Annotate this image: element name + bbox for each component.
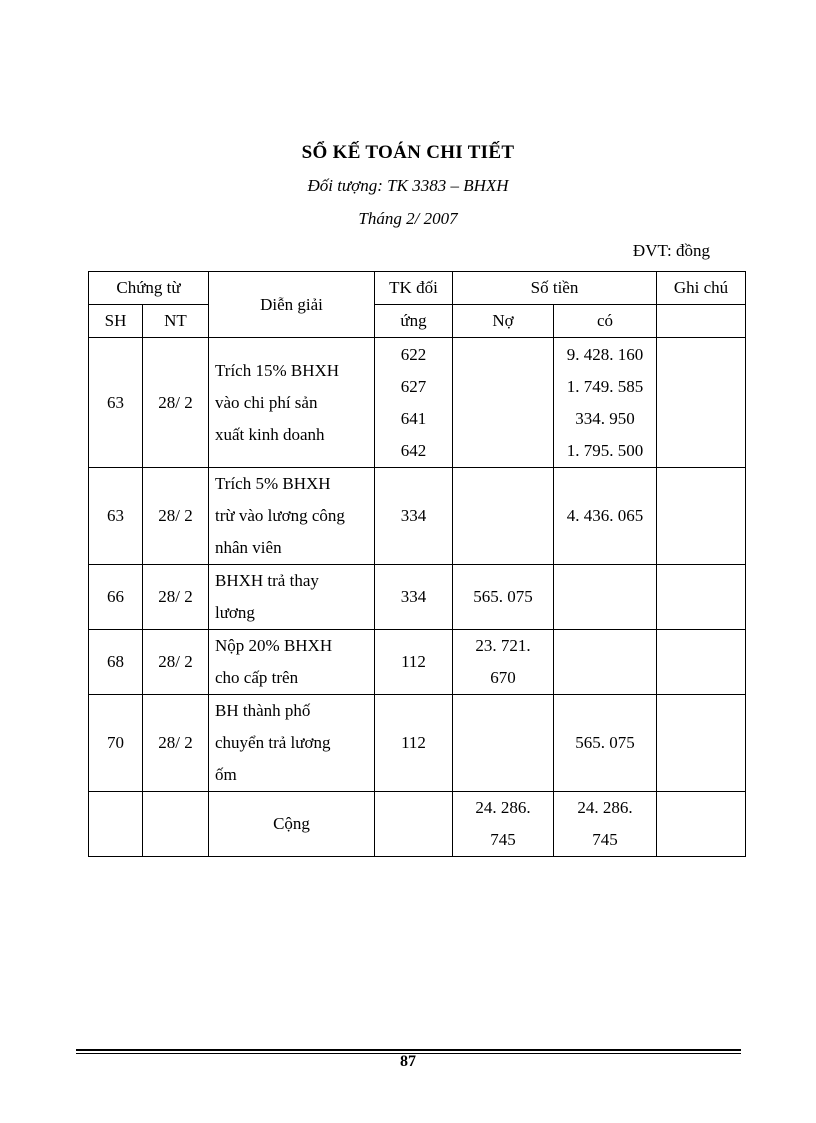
row-description-line: ốm — [215, 765, 237, 784]
row-debit-line: 565. 075 — [473, 587, 533, 606]
total-row — [89, 792, 746, 857]
row-description-line: vào chi phí sản — [215, 392, 318, 412]
header-debit: Nợ — [453, 305, 554, 338]
row-description-line: xuất kinh doanh — [215, 424, 325, 444]
row-nt: 28/ 2 — [143, 695, 209, 792]
ledger-subject: Đối tượng: TK 3383 – BHXH — [307, 176, 509, 195]
row-description — [209, 695, 375, 792]
header-credit: có — [554, 305, 657, 338]
header-nt: NT — [143, 305, 209, 338]
row-sh: 70 — [89, 695, 143, 792]
row-accounts — [375, 338, 453, 468]
row-nt: 28/ 2 — [143, 338, 209, 468]
row-credit-line: 1. 749. 585 — [566, 376, 644, 396]
total-credit — [554, 792, 657, 857]
row-accounts-line: 334 — [400, 506, 427, 525]
row-sh: 68 — [89, 630, 143, 695]
header-note: Ghi chú — [657, 272, 746, 305]
table-row — [89, 630, 746, 695]
table-row — [89, 468, 746, 565]
row-accounts-line: 641 — [400, 408, 427, 428]
row-accounts-line: 334 — [400, 587, 427, 606]
row-accounts-line: 622 — [400, 344, 427, 364]
row-sh: 66 — [89, 565, 143, 630]
header-voucher: Chứng từ — [89, 272, 209, 305]
row-credit — [554, 630, 657, 695]
row-description-line: trừ vào lương công — [215, 506, 345, 525]
row-accounts-line: 112 — [401, 733, 426, 752]
row-credit-line: 4. 436. 065 — [566, 506, 644, 525]
row-accounts — [375, 695, 453, 792]
row-credit — [554, 468, 657, 565]
row-credit-line: 334. 950 — [575, 408, 635, 428]
row-note — [657, 468, 746, 565]
row-credit-line: 9. 428. 160 — [566, 344, 644, 364]
header-amount: Số tiền — [453, 272, 657, 305]
row-credit — [554, 695, 657, 792]
row-accounts — [375, 630, 453, 695]
row-debit — [453, 630, 554, 695]
ledger-period: Tháng 2/ 2007 — [358, 209, 458, 228]
row-description — [209, 468, 375, 565]
total-nt — [143, 792, 209, 857]
currency-unit: ĐVT: đồng — [632, 241, 710, 260]
row-description — [209, 565, 375, 630]
total-debit-line: 24. 286. — [475, 798, 531, 817]
total-account — [375, 792, 453, 857]
total-label: Cộng — [209, 792, 375, 857]
row-description-line: BH thành phố — [215, 701, 311, 720]
row-note — [657, 630, 746, 695]
total-note — [657, 792, 746, 857]
total-credit-line: 745 — [592, 830, 618, 849]
row-debit — [453, 565, 554, 630]
row-debit — [453, 468, 554, 565]
row-debit-line: 23. 721. — [475, 636, 531, 655]
row-accounts — [375, 468, 453, 565]
row-debit — [453, 338, 554, 468]
row-nt: 28/ 2 — [143, 630, 209, 695]
row-description — [209, 338, 375, 468]
page-number: 87 — [400, 1053, 416, 1070]
header-sh: SH — [89, 305, 143, 338]
row-credit-line: 565. 075 — [575, 733, 635, 752]
footer-rule — [76, 1049, 741, 1051]
header-account-line1: TK đối — [375, 272, 453, 305]
page-title: SỔ KẾ TOÁN CHI TIẾT — [301, 142, 515, 163]
row-note — [657, 695, 746, 792]
row-note — [657, 338, 746, 468]
row-accounts — [375, 565, 453, 630]
row-description — [209, 630, 375, 695]
row-credit-line: 1. 795. 500 — [566, 440, 644, 460]
total-sh — [89, 792, 143, 857]
row-sh: 63 — [89, 338, 143, 468]
row-description-line: Trích 5% BHXH — [215, 474, 331, 493]
total-debit-line: 745 — [490, 830, 516, 849]
row-description-line: nhân viên — [215, 538, 282, 557]
row-description-line: cho cấp trên — [215, 668, 299, 687]
row-debit — [453, 695, 554, 792]
row-debit-line: 670 — [490, 668, 516, 687]
header-description: Diễn giải — [209, 272, 375, 338]
row-description-line: Nộp 20% BHXH — [215, 636, 333, 655]
total-debit — [453, 792, 554, 857]
row-nt: 28/ 2 — [143, 565, 209, 630]
row-description-line: BHXH trả thay — [215, 571, 319, 590]
table-row — [89, 565, 746, 630]
ledger-table — [88, 271, 746, 857]
row-accounts-line: 642 — [400, 440, 427, 460]
row-description-line: chuyển trả lương — [215, 733, 331, 752]
header-note-blank — [657, 305, 746, 338]
row-description-line: lương — [215, 603, 255, 622]
table-row — [89, 338, 746, 468]
row-accounts-line: 627 — [400, 376, 427, 396]
row-credit — [554, 338, 657, 468]
row-nt: 28/ 2 — [143, 468, 209, 565]
row-description-line: Trích 15% BHXH — [215, 360, 340, 380]
row-note — [657, 565, 746, 630]
header-account-line2: ứng — [375, 305, 453, 338]
row-credit — [554, 565, 657, 630]
row-accounts-line: 112 — [401, 652, 426, 671]
total-credit-line: 24. 286. — [577, 798, 633, 817]
row-sh: 63 — [89, 468, 143, 565]
table-row — [89, 695, 746, 792]
